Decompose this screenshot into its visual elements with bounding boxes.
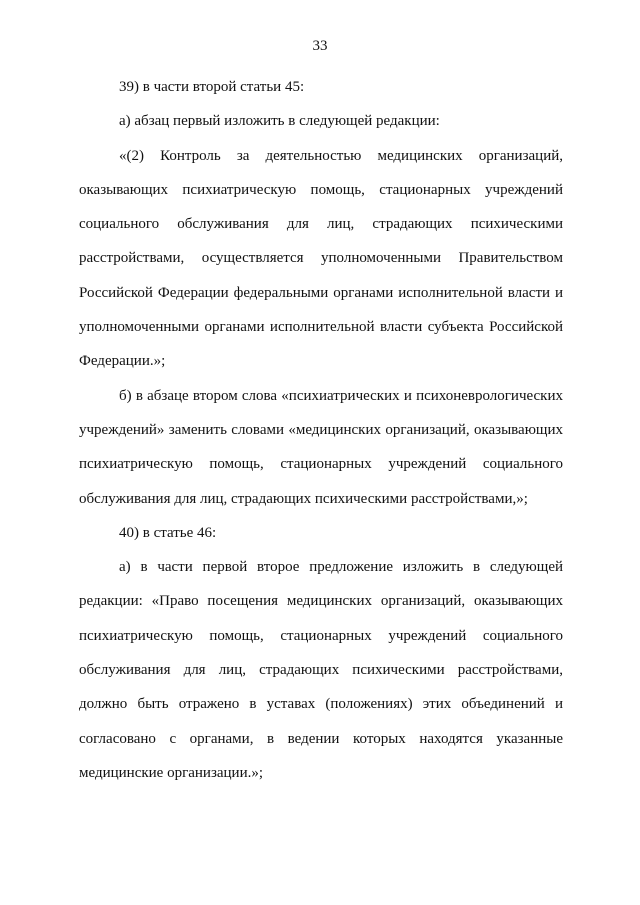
paragraph-item-39: 39) в части второй статьи 45: xyxy=(119,79,305,95)
document-body xyxy=(79,70,563,790)
paragraph-quoted-text: «(2) Контроль за деятельностью медицинских организаций, оказывающих психиатрическую помощь, стационарных учреждений социального обслуживания для лиц, страдающих психическими расстройствами, осуществляется уполномоченными Правительством Российской Федерации федеральными органами исполнительной власти и уполномоченными органами исполнительной власти субъекта Российской Федерации.»; xyxy=(79,147,563,370)
paragraph-item-40: 40) в статье 46: xyxy=(119,524,217,541)
page-number: 33 xyxy=(312,38,328,54)
paragraph-subitem-b: б) в абзаце втором слова «психиатрических и психоневрологических учреждений» заменить словами «медицинских организаций, оказывающих психиатрическую помощь, стационарных учреждений социального обслуживания для лиц, страдающих психическими расстройствами,»; xyxy=(79,387,563,507)
paragraph-subitem-a-46: а) в части первой второе предложение изложить в следующей редакции: «Право посещения медицинских организаций, оказывающих психиатрическую помощь, стационарных учреждений социального обслуживания для лиц, страдающих психическими расстройствами, должно быть отражено в уставах (положениях) этих объединений и согласовано с органами, в ведении которых находятся указанные медицинские организации.»; xyxy=(79,559,563,781)
paragraph-subitem-a: а) абзац первый изложить в следующей редакции: xyxy=(119,113,440,130)
